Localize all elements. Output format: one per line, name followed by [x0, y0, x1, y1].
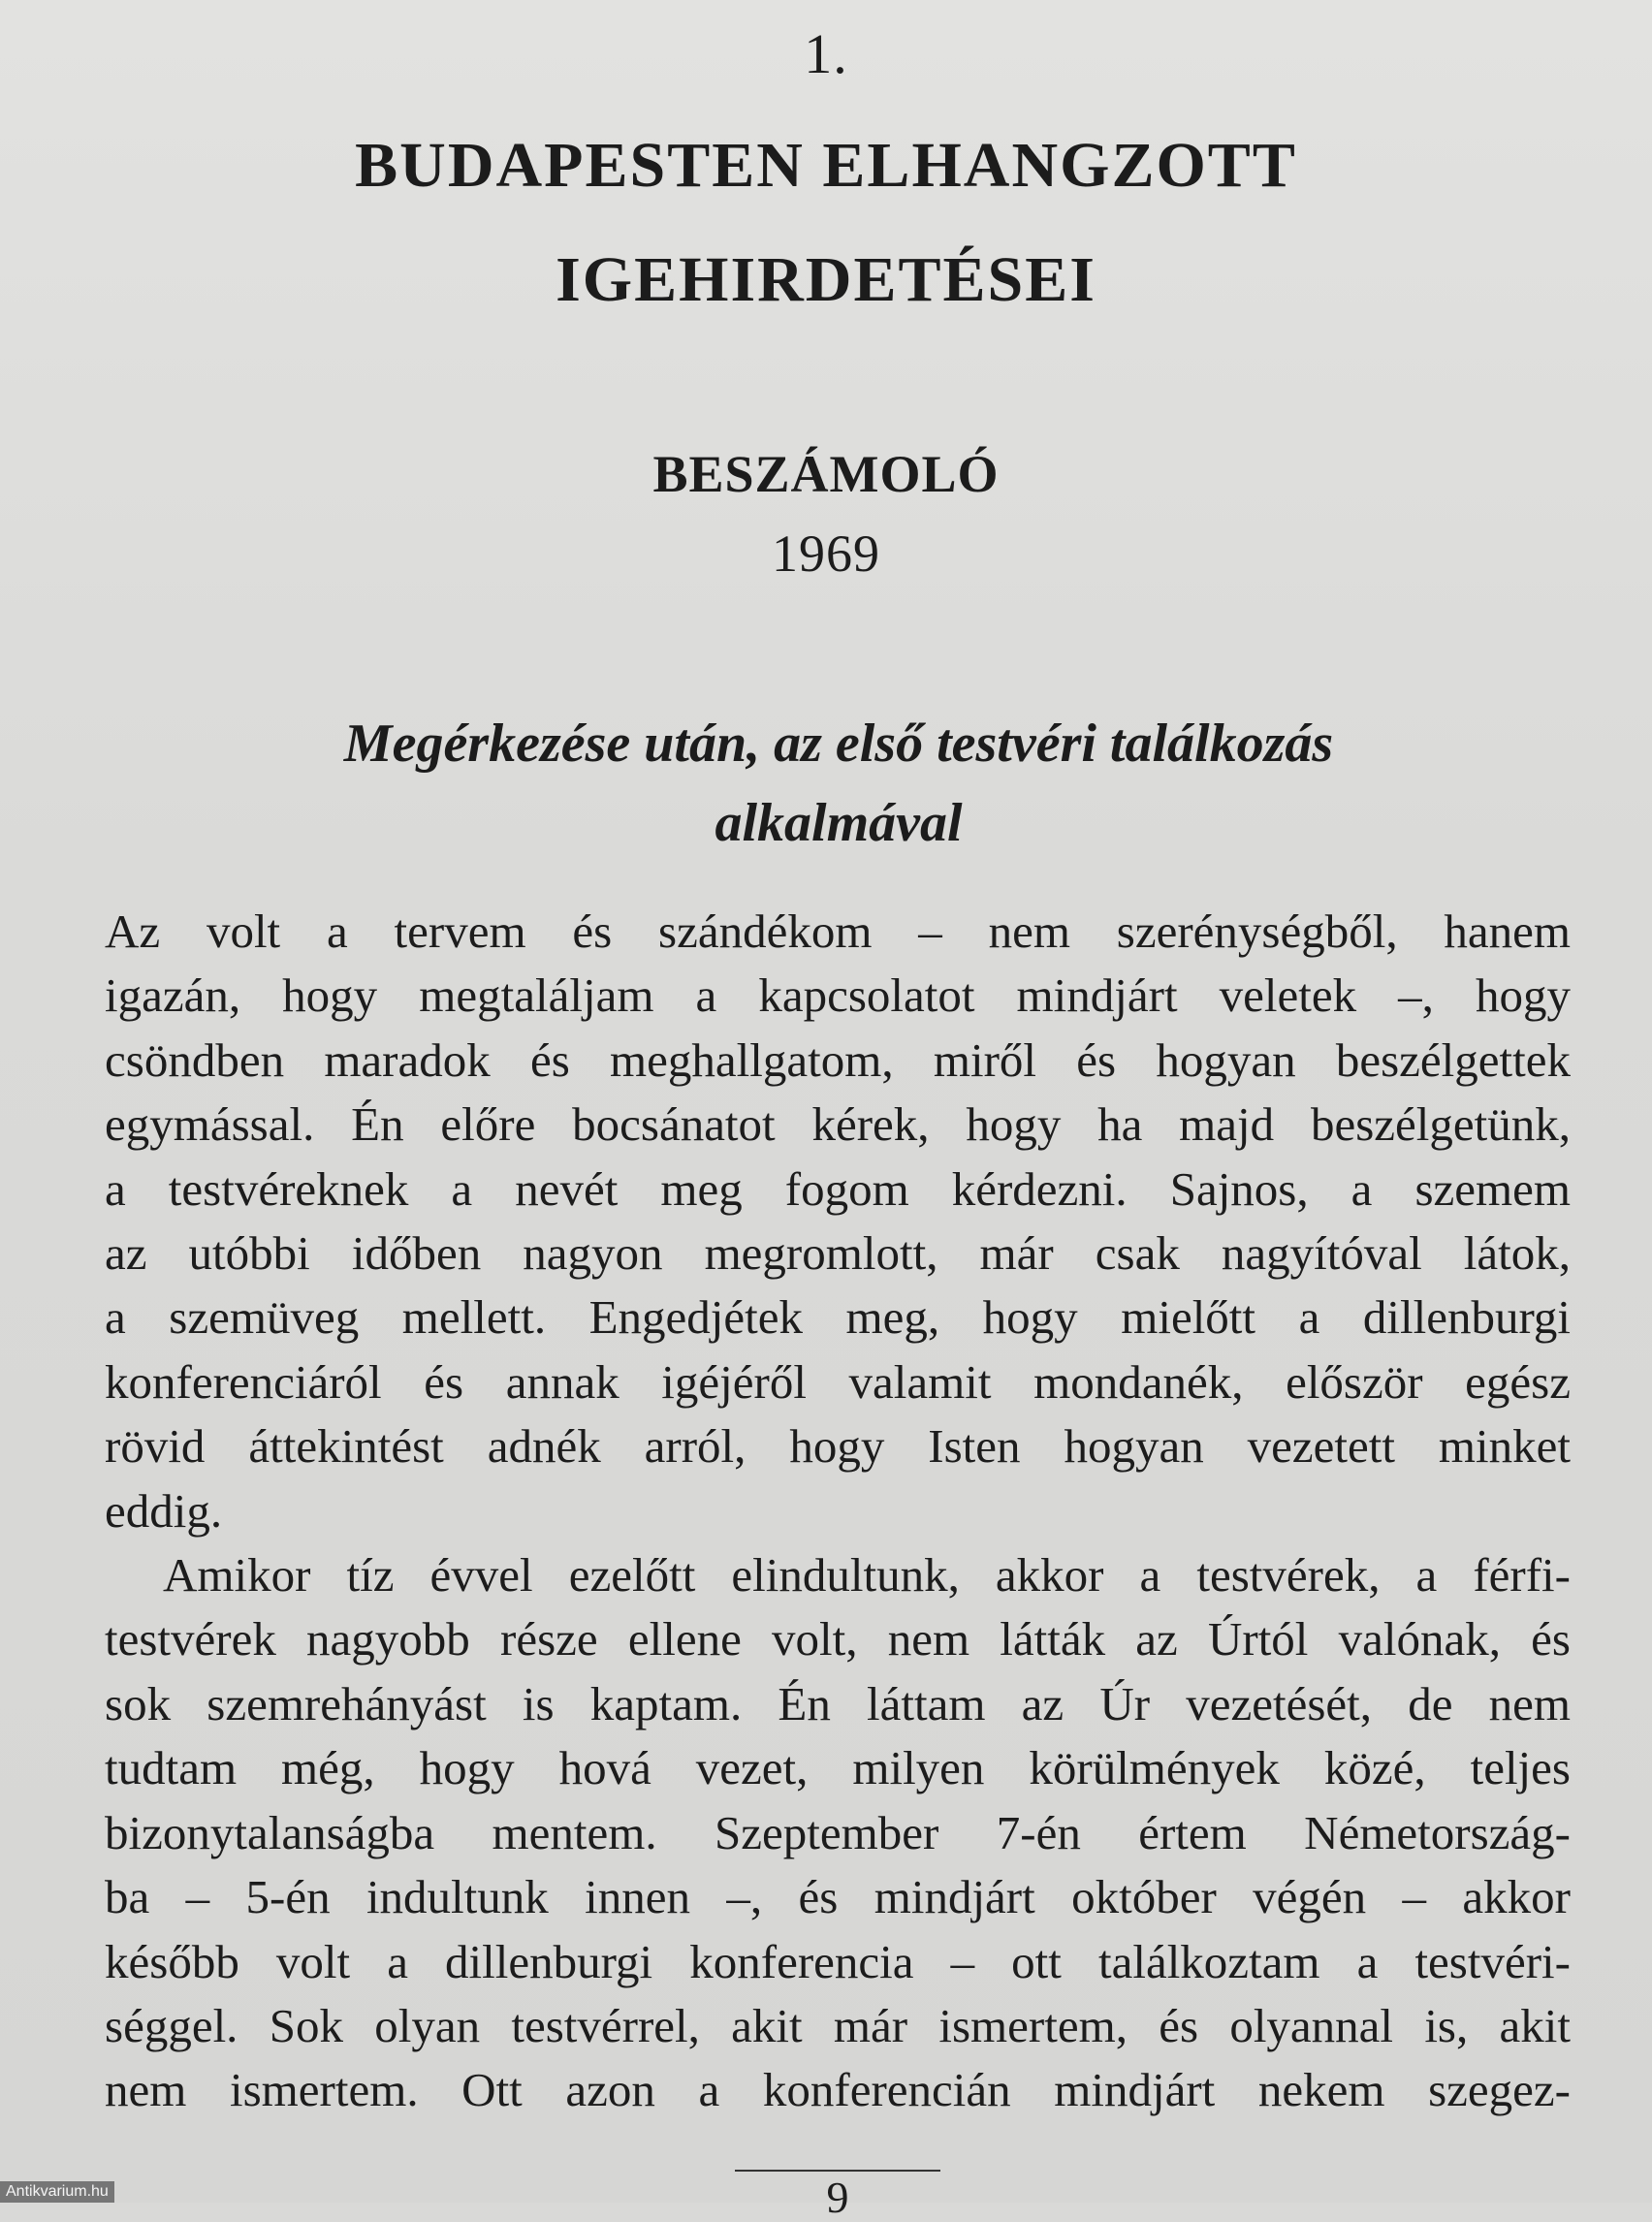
subtitle-line-2: alkalmával: [715, 793, 963, 853]
text-line: később volt a dillenburgi konferencia – ott találkoztam a testvéri-: [105, 1934, 1571, 1988]
paragraph-2: [105, 1543, 1571, 2123]
text-line: séggel. Sok olyan testvérrel, akit már ismertem, és olyannal is, akit: [105, 1998, 1571, 2052]
page-number: 9: [826, 2173, 849, 2222]
text-line: rövid áttekintést adnék arról, hogy Isten hogyan vezetett minket: [105, 1419, 1571, 1474]
body-text: [105, 900, 1571, 2123]
chapter-title-line-1: BUDAPESTEN ELHANGZOTT: [355, 130, 1297, 201]
chapter-title-line-2: IGEHIRDETÉSEI: [556, 244, 1096, 315]
text-line: nem ismertem. Ott azon a konferencián mindjárt nekem szegez-: [105, 2063, 1571, 2117]
section-year: 1969: [772, 524, 880, 583]
text-line: sok szemrehányást is kaptam. Én láttam az Úr vezetését, de nem: [105, 1676, 1571, 1730]
subtitle: [155, 704, 1522, 863]
text-line: a testvéreknek a nevét meg fogom kérdezni. Sajnos, a szemem: [105, 1161, 1571, 1216]
text-line: Az volt a tervem és szándékom – nem szerénységből, hanem: [105, 905, 1571, 958]
text-line: Amikor tíz évvel ezelőtt elindultunk, akkor a testvérek, a férfi-: [163, 1548, 1571, 1603]
text-line: a szemüveg mellett. Engedjétek meg, hogy mielőtt a dillenburgi: [105, 1290, 1571, 1345]
subtitle-line-1: Megérkezése után, az első testvéri találkozás: [343, 714, 1334, 774]
footer-rule: [735, 2170, 940, 2172]
text-line: egymással. Én előre bocsánatot kérek, hogy ha majd beszélgetünk,: [105, 1097, 1571, 1152]
text-line: ba – 5-én indultunk innen –, és mindjárt október végén – akkor: [105, 1870, 1571, 1924]
text-line: igazán, hogy megtaláljam a kapcsolatot mindjárt veletek –, hogy: [105, 968, 1571, 1023]
paragraph-1: [105, 900, 1571, 1543]
section-heading: [0, 434, 1652, 593]
chapter-number: 1.: [804, 22, 848, 85]
text-line: testvérek nagyobb része ellene volt, nem látták az Úrtól valónak, és: [105, 1612, 1571, 1666]
text-line: az utóbbi időben nagyon megromlott, már csak nagyítóval látok,: [105, 1226, 1571, 1281]
chapter-title: [0, 109, 1652, 337]
text-line: eddig.: [105, 1483, 223, 1538]
watermark: Antikvarium.hu: [0, 2181, 114, 2203]
text-line: konferenciáról és annak igéjéről valamit mondanék, először egész: [105, 1354, 1571, 1409]
text-line: tudtam még, hogy hová vezet, milyen körülmények közé, teljes: [105, 1741, 1571, 1795]
text-line: csöndben maradok és meghallgatom, miről és hogyan beszélgettek: [105, 1032, 1571, 1087]
text-line: bizonytalanságba mentem. Szeptember 7-én értem Németország-: [105, 1805, 1571, 1859]
section-title: BESZÁMOLÓ: [652, 445, 1000, 503]
